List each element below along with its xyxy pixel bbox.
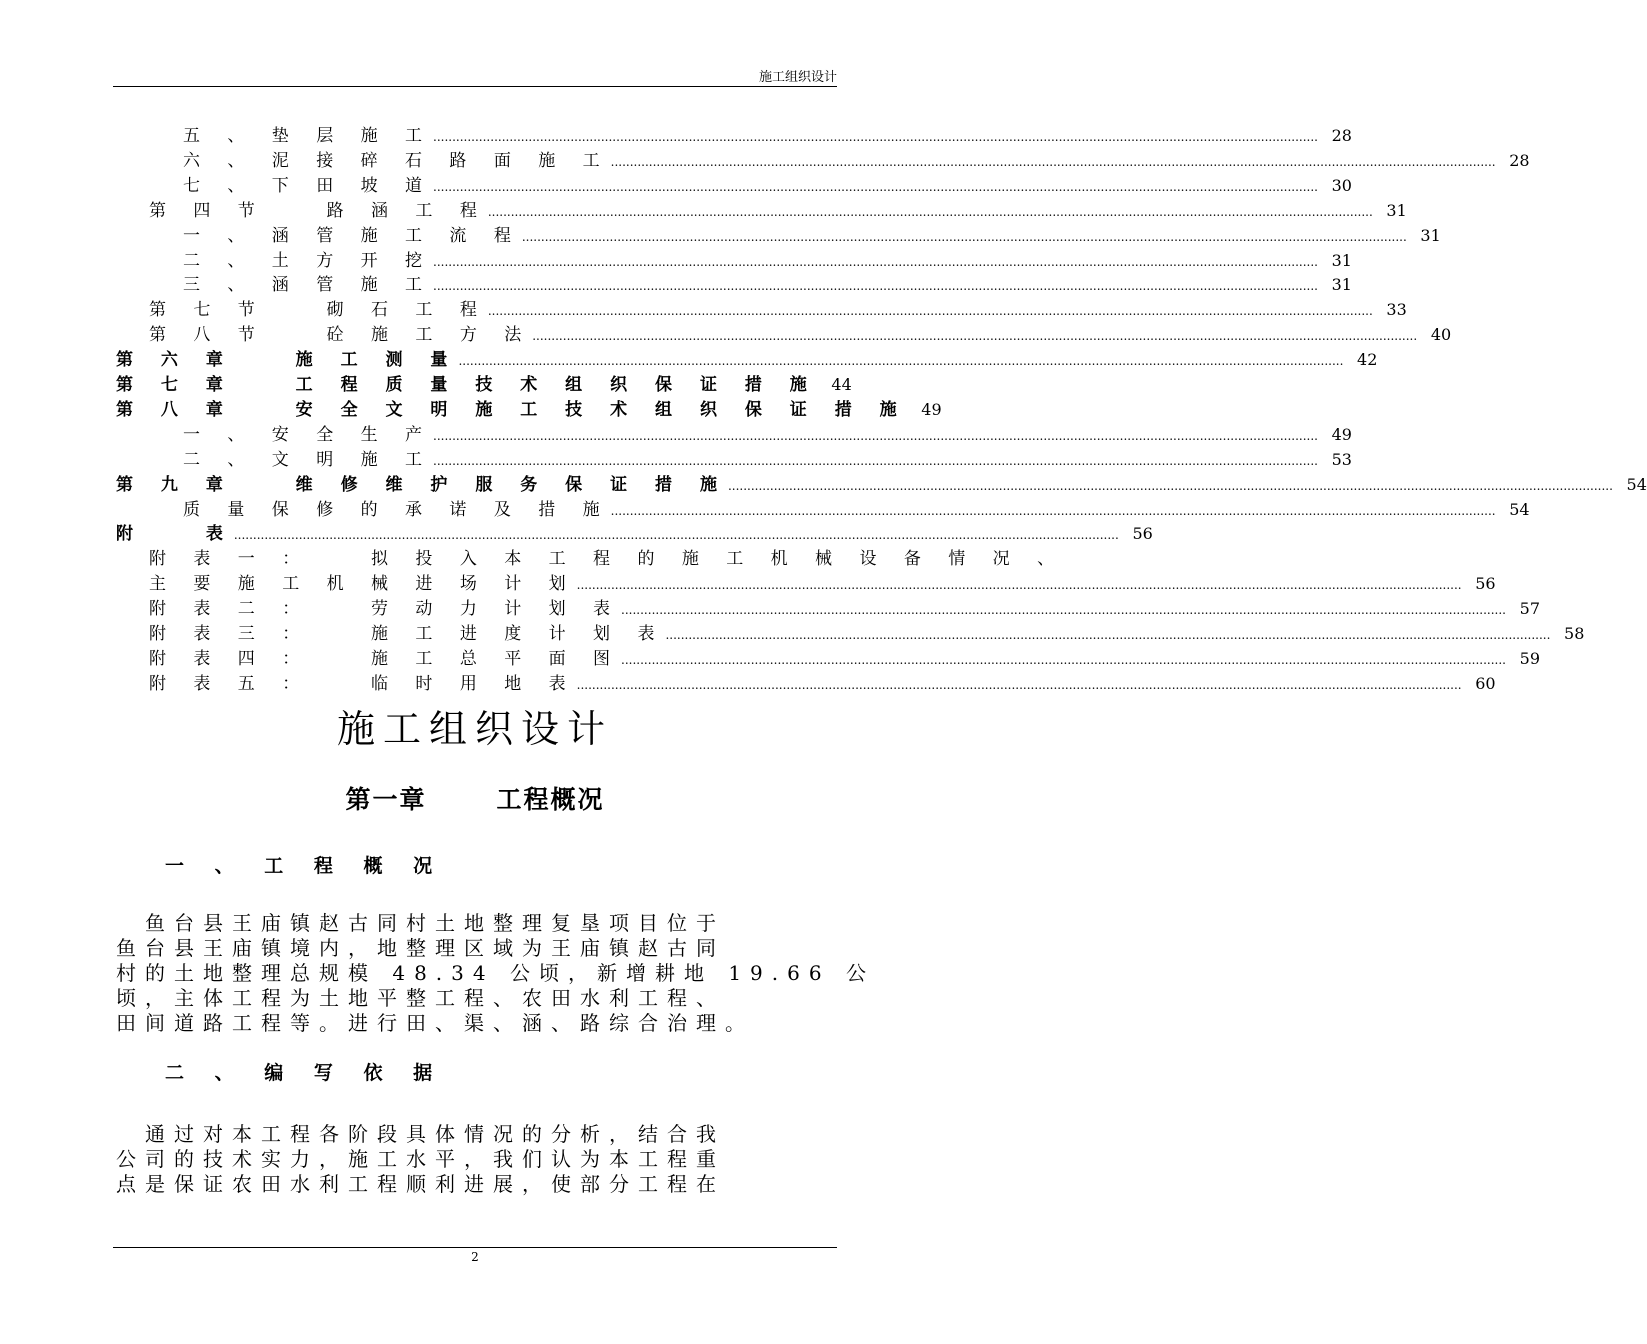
toc-entry-page: 30 xyxy=(1331,175,1352,195)
paragraph-line: 点是保证农田水利工程顺利进展，使部分工程在 xyxy=(116,1172,725,1196)
toc-entry[interactable] xyxy=(183,498,1530,522)
toc-entry-page: 59 xyxy=(1519,648,1540,668)
toc-entry-title: 二 、 文 明 施 工 xyxy=(183,449,434,470)
toc-leader-dots xyxy=(728,474,1613,498)
toc-entry-page: 42 xyxy=(1357,350,1378,370)
toc-entry[interactable] xyxy=(183,448,1352,472)
toc-leader-dots xyxy=(433,449,1318,473)
toc-entry[interactable] xyxy=(116,348,1378,372)
toc-entry-title: 附 表 xyxy=(116,524,234,545)
toc-entry-title: 质 量 保 修 的 承 诺 及 措 施 xyxy=(183,499,611,520)
toc-leader-dots xyxy=(433,175,1318,199)
toc-leader-dots xyxy=(621,648,1506,672)
footer-rule xyxy=(113,1247,837,1248)
toc-entry-title: 第 七 章 工 程 质 量 技 术 组 织 保 证 措 施 xyxy=(116,375,818,395)
toc-entry-title: 五 、 垫 层 施 工 xyxy=(183,126,434,146)
toc-entry-page: 31 xyxy=(1331,250,1352,270)
toc-entry[interactable] xyxy=(183,249,1352,273)
toc-entry-page: 31 xyxy=(1420,225,1441,245)
paragraph-line: 村的土地整理总规模 48.34 公顷，新增耕地 19.66 公 xyxy=(116,961,875,985)
toc-entry-page: 58 xyxy=(1564,624,1585,643)
paragraph-line: 公司的技术实力，施工水平，我们认为本工程重 xyxy=(116,1147,725,1171)
toc-entry-title: 一 、 涵 管 施 工 流 程 xyxy=(183,225,522,246)
toc-entry-page: 54 xyxy=(1509,499,1530,519)
toc-entry[interactable] xyxy=(183,224,1441,248)
section-heading-overview: 一 、 工 程 概 况 xyxy=(165,855,445,877)
toc-leader-dots xyxy=(458,349,1343,373)
paragraph-line: 鱼台县王庙镇赵古同村土地整理复垦项目位于 xyxy=(116,911,725,935)
toc-entry[interactable] xyxy=(149,647,1540,671)
toc-entry-page: 44 xyxy=(831,375,852,394)
toc-entry-title: 第 七 节 砌 石 工 程 xyxy=(149,300,488,321)
toc-entry-page: 28 xyxy=(1331,126,1352,145)
toc-entry-page: 40 xyxy=(1430,325,1452,345)
toc-leader-dots xyxy=(433,274,1318,298)
document-title: 施工组织设计 xyxy=(336,707,613,751)
toc-leader-dots xyxy=(665,623,1550,647)
toc-entry[interactable] xyxy=(116,373,852,397)
paragraph-overview xyxy=(116,911,875,1036)
toc-entry[interactable] xyxy=(149,547,1066,571)
toc-leader-dots xyxy=(488,299,1373,323)
toc-entry-title: 附 表 一 ： 拟 投 入 本 工 程 的 施 工 机 械 设 备 情 况 、 xyxy=(149,549,1066,570)
toc-leader-dots xyxy=(433,424,1318,448)
toc-entry-title: 七 、 下 田 坡 道 xyxy=(183,175,434,196)
header-rule xyxy=(113,86,837,87)
toc-leader-dots xyxy=(611,499,1496,523)
toc-leader-dots xyxy=(621,598,1506,622)
toc-entry-title: 一 、 安 全 生 产 xyxy=(183,424,434,445)
paragraph-basis xyxy=(116,1122,832,1197)
toc-entry-title: 第 九 章 维 修 维 护 服 务 保 证 措 施 xyxy=(116,474,728,495)
toc-entry-title: 第 六 章 施 工 测 量 xyxy=(116,350,459,371)
toc-entry-title: 附 表 三 ： 施 工 进 度 计 划 表 xyxy=(149,624,666,644)
page-number: 2 xyxy=(471,1250,479,1264)
paragraph-line: 田间道路工程等。进行田、渠、涵、路综合治理。 xyxy=(116,1011,754,1035)
toc-entry-page: 31 xyxy=(1331,275,1352,295)
toc-entry[interactable] xyxy=(116,522,1153,546)
toc-leader-dots xyxy=(577,673,1462,697)
toc-leader-dots xyxy=(532,324,1417,348)
toc-entry-page: 56 xyxy=(1475,574,1496,594)
toc-leader-dots xyxy=(611,150,1496,174)
chapter-heading xyxy=(0,780,950,816)
toc-entry[interactable] xyxy=(149,672,1496,696)
toc-entry[interactable] xyxy=(116,398,942,422)
toc-entry-page: 31 xyxy=(1386,200,1407,220)
toc-leader-dots xyxy=(433,125,1318,149)
toc-leader-dots xyxy=(522,225,1407,249)
running-header: 施工组织设计 xyxy=(758,70,837,85)
toc-entry-title: 附 表 五 ： 临 时 用 地 表 xyxy=(149,673,577,694)
chapter-number: 第一章 xyxy=(345,785,427,814)
toc-entry[interactable] xyxy=(116,473,1647,497)
toc-leader-dots xyxy=(433,250,1318,274)
toc-entry[interactable] xyxy=(149,199,1407,223)
toc-entry-page: 49 xyxy=(1331,424,1352,444)
toc-entry[interactable] xyxy=(149,622,1585,646)
toc-entry-title: 附 表 二 ： 劳 动 力 计 划 表 xyxy=(149,599,622,620)
toc-entry-title: 附 表 四 ： 施 工 总 平 面 图 xyxy=(149,648,622,669)
toc-entry[interactable] xyxy=(183,423,1352,447)
toc-entry-page: 33 xyxy=(1386,300,1407,320)
section-heading-basis: 二 、 编 写 依 据 xyxy=(165,1062,445,1084)
toc-entry-page: 53 xyxy=(1331,449,1352,469)
chapter-name: 工程概况 xyxy=(496,785,605,814)
toc-entry-title: 二 、 土 方 开 挖 xyxy=(183,250,434,271)
paragraph-line: 鱼台县王庙镇境内，地整理区域为王庙镇赵古同 xyxy=(116,936,725,960)
toc-entry[interactable] xyxy=(149,597,1540,621)
toc-entry-page: 49 xyxy=(921,399,942,419)
toc-entry[interactable] xyxy=(149,298,1407,322)
toc-entry[interactable] xyxy=(149,572,1496,596)
paragraph-line: 顷，主体工程为土地平整工程、农田水利工程、 xyxy=(116,986,725,1010)
toc-entry-page: 57 xyxy=(1519,599,1540,619)
toc-leader-dots xyxy=(234,523,1119,547)
toc-entry-title: 第 八 节 砼 施 工 方 法 xyxy=(149,325,533,346)
toc-entry[interactable] xyxy=(183,174,1352,198)
toc-entry[interactable] xyxy=(183,273,1352,297)
toc-entry-title: 三 、 涵 管 施 工 xyxy=(183,275,434,296)
toc-entry-page: 60 xyxy=(1475,673,1496,693)
toc-entry-page: 28 xyxy=(1509,150,1530,170)
toc-entry-title: 第 四 节 路 涵 工 程 xyxy=(149,200,488,221)
paragraph-line: 通过对本工程各阶段具体情况的分析，结合我 xyxy=(116,1122,725,1146)
toc-entry-title: 六 、 泥 接 碎 石 路 面 施 工 xyxy=(183,150,611,171)
toc-entry[interactable] xyxy=(183,149,1530,173)
toc-leader-dots xyxy=(577,573,1462,597)
toc-entry-page: 54 xyxy=(1626,474,1647,494)
toc-entry-title: 主 要 施 工 机 械 进 场 计 划 xyxy=(149,574,577,595)
toc-entry-page: 56 xyxy=(1132,524,1153,544)
toc-entry[interactable] xyxy=(149,323,1452,347)
toc-entry[interactable] xyxy=(183,124,1352,148)
toc-leader-dots xyxy=(488,200,1373,224)
toc-entry-title: 第 八 章 安 全 文 明 施 工 技 术 组 织 保 证 措 施 xyxy=(116,399,908,420)
